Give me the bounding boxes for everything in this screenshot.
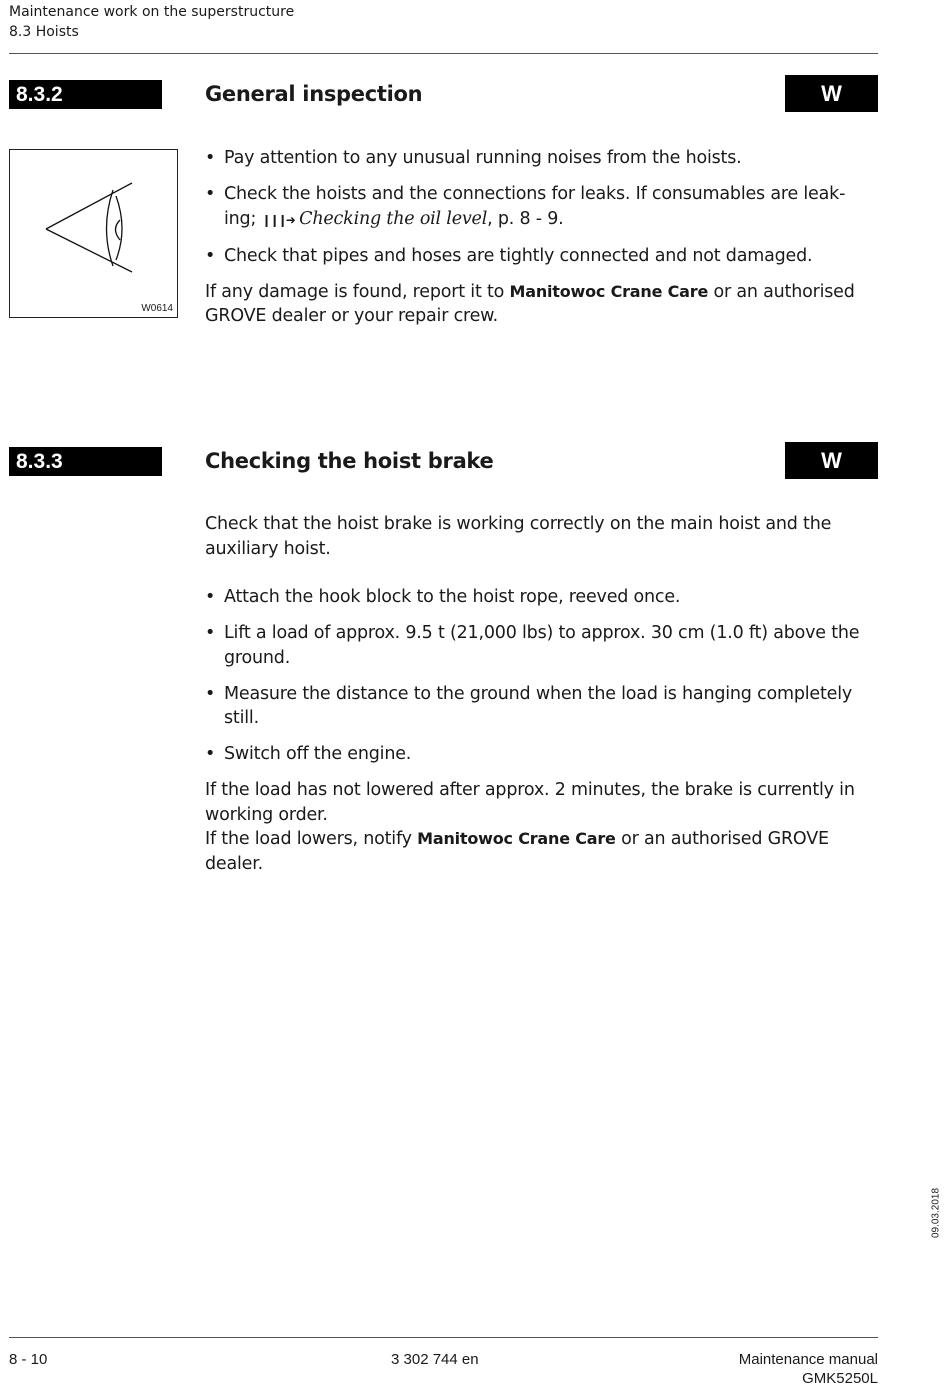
list-item: • Pay attention to any unusual running noises from the hoists.	[205, 146, 885, 171]
brake-intro: Check that the hoist brake is working correctly on the main hoist and the auxiliary hoist.	[205, 514, 832, 559]
inspection-figure	[9, 149, 178, 318]
header-section: 8.3 Hoists	[9, 24, 79, 40]
footer-rule	[9, 1337, 878, 1338]
side-date: 09.03.2018	[930, 1187, 942, 1239]
list-item: • Lift a load of approx. 9.5 t (21,000 lbs) to approx. 30 cm (1.0 ft) above the ground.	[205, 623, 860, 668]
section-badge-832: W	[785, 75, 878, 112]
section-title-833: Checking the hoist brake	[205, 449, 494, 473]
section-badge-833: W	[785, 442, 878, 479]
list-item: • Check the hoists and the connections for leaks. If consumables are leak- ing; ❙❙❙➜ Checking the oil level, p. 8 - 9.	[205, 184, 846, 229]
footer-model: GMK5250L	[802, 1370, 878, 1387]
footer-manual-title: Maintenance manual	[738, 1351, 878, 1368]
footer-page-number: 8 - 10	[9, 1351, 48, 1368]
section-833-body	[205, 512, 885, 876]
damage-note: If any damage is found, report it to Manitowoc Crane Care or an authorised GROVE dealer or your repair crew.	[205, 281, 855, 326]
bullet-dot: •	[205, 683, 216, 704]
bullet-dot: •	[205, 623, 216, 643]
list-item: • Attach the hook block to the hoist rope, reeved once.	[205, 585, 885, 610]
cross-reference-arrow-icon: ❙❙❙➜	[261, 212, 294, 227]
section-title-832: General inspection	[205, 82, 423, 106]
header-chapter: Maintenance work on the superstructure	[9, 4, 295, 20]
bullet-dot: •	[205, 184, 216, 204]
section-number-832: 8.3.2	[9, 80, 162, 109]
brake-result: If the load has not lowered after approx. 2 minutes, the brake is currently in working order.	[205, 780, 855, 825]
footer-manual	[739, 1350, 878, 1388]
section-832-body	[205, 146, 885, 329]
bullet-dot: •	[205, 587, 216, 607]
bullet-dot: •	[205, 148, 216, 168]
brand-name: Manitowoc Crane Care	[509, 281, 709, 301]
bullet-dot: •	[205, 245, 216, 266]
eye-inspection-icon	[10, 150, 177, 317]
list-item: • Switch off the engine.	[205, 742, 885, 767]
brand-name: Manitowoc Crane Care	[417, 829, 616, 848]
figure-label: W0614	[141, 303, 173, 314]
bullet-dot: •	[205, 744, 216, 764]
section-number-833: 8.3.3	[9, 447, 162, 476]
footer-doc-number: 3 302 744 en	[391, 1351, 479, 1368]
brake-notify: If the load lowers, notify Manitowoc Crane Care or an authorised GROVE dealer.	[205, 829, 829, 874]
header-rule	[9, 53, 878, 54]
cross-reference-link[interactable]: Checking the oil level	[299, 208, 488, 229]
list-item: • Check that pipes and hoses are tightly connected and not damaged.	[205, 244, 885, 269]
list-item: • Measure the distance to the ground when the load is hanging completely still.	[205, 683, 853, 728]
